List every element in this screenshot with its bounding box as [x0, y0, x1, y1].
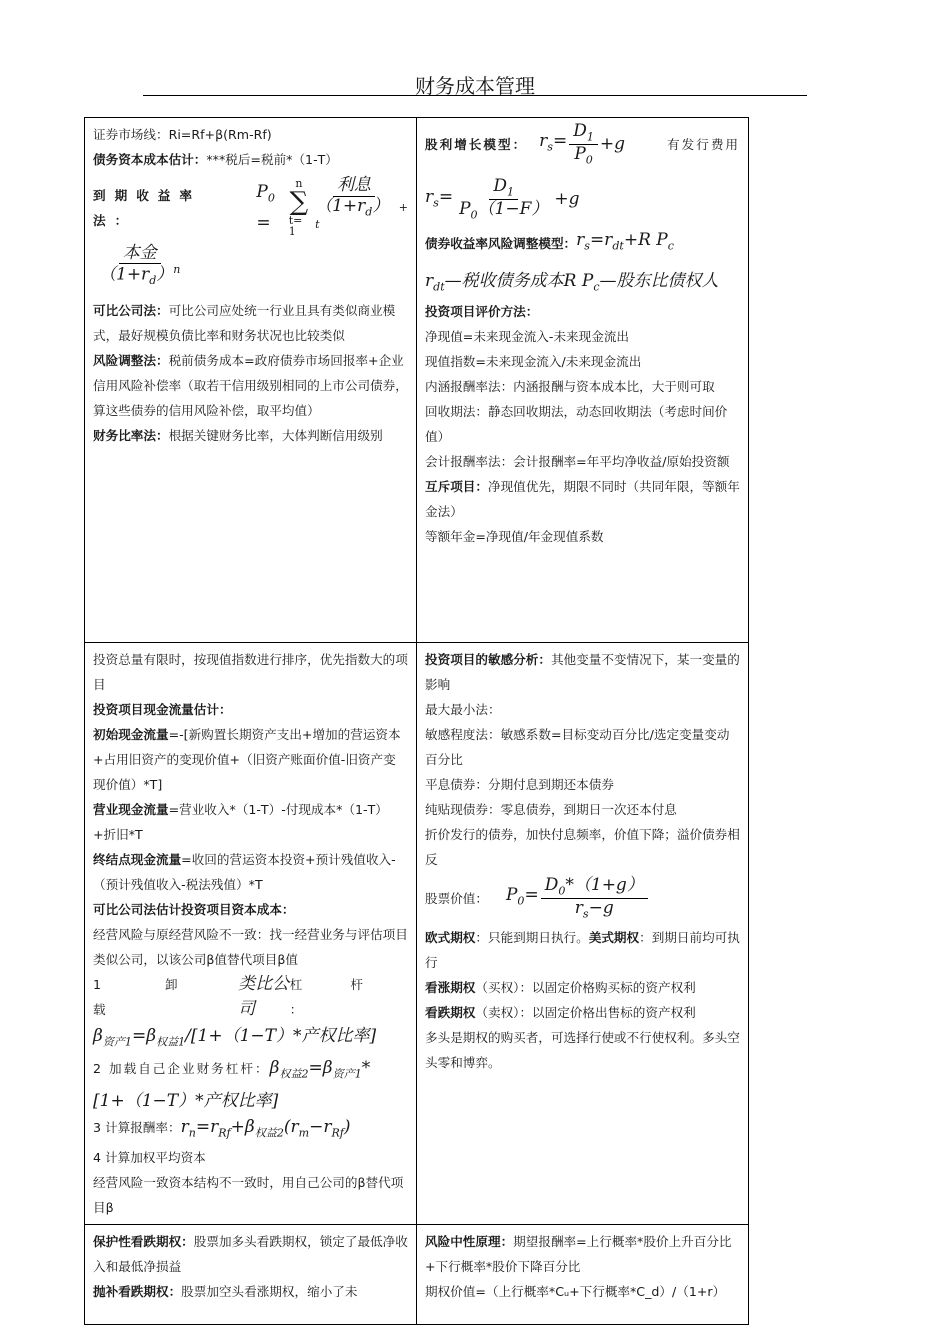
dgm-fee-formula: $r_s=$ $\frac{D_1}{P_0(1-F)}$ +g: [425, 176, 580, 222]
risk-adjust-text: 税前债务成本=政府债券市场回报率+企业信用风险补偿率（取若干信用级别相同的上市公司债券，算这些债券的信用风险补偿，取平均值）: [93, 353, 408, 419]
mutex-label: 互斥项目：: [425, 479, 488, 495]
ytm-formula: 到期收益率法： $P_0=$ n ∑ t=1 $\frac{\text{利息}}{(1+r_d)^t}$ +: [93, 175, 408, 239]
limit-line: 投资总量有限时，按现值指数进行排序，优先指数大的项目: [93, 652, 408, 692]
eu-label: 欧式期权: [425, 930, 476, 946]
unlever-formula: $\beta_{资产1}=\beta_{权益1}/[1+(1-T)*$产权比率]: [93, 1026, 377, 1049]
sens-line: [425, 647, 740, 697]
step1-word: 类比公司: [238, 974, 290, 1019]
step4-line: 4 计算加权平均资本: [93, 1150, 206, 1166]
comp-project-text: 经营风险与原经营风险不一致：找一经营业务与评估项目类似公司，以该公司β值替代项目β值: [93, 927, 408, 967]
comparable-line: [93, 298, 408, 348]
ytm-interest: 利息: [333, 176, 375, 197]
step3-label: 3 计算报酬率：: [93, 1119, 181, 1135]
mutex-text: 净现值优先，期限不同时（共同年限，等额年金法）: [425, 479, 740, 520]
step2-label: 2 加载自己企业财务杠杆：: [93, 1061, 270, 1077]
step1-tail: 杠 杆 ：: [289, 977, 385, 1017]
consistent-risk-line: 经营风险一致资本结构不一致时，用自己公司的β替代项目β: [93, 1175, 404, 1216]
step1-line: [93, 972, 408, 1022]
rdt-text: —税收债务成本: [444, 270, 564, 291]
debt-cost-text: ***税后=税前*（1-T）: [206, 152, 338, 167]
option-value-line: 期权价值=（上行概率*Cᵤ+下行概率*C_d）/（1+r）: [425, 1284, 726, 1300]
annuity-line: 等额年金=净现值/年金现值系数: [425, 529, 604, 545]
eu-am-line: [425, 925, 740, 975]
protective-put-text: 股票加多头看跌期权，锁定了最低净收入和最低净损益: [93, 1234, 408, 1275]
cell-sensitivity-options: [417, 643, 749, 1225]
relever-ratio-word: 产权比率: [203, 1090, 272, 1111]
put-label: 看跌期权: [425, 1005, 476, 1021]
step3-line: 3 计算报酬率：$r_n=r_{Rf}+\beta_{权益2}(r_m-r_{Rf})$: [93, 1116, 351, 1140]
op-cf-line: [93, 797, 408, 847]
arr-line: 会计报酬率法：会计报酬率=年平均净收益/原始投资额: [425, 454, 730, 470]
init-cf-line: [93, 722, 408, 797]
end-cf-line: [93, 847, 408, 897]
covered-call-text: 股票加空头看涨期权，缩小了未: [181, 1284, 358, 1300]
ratio-line: [93, 423, 408, 448]
comparable-text: 可比公司应处统一行业且具有类似商业模式，最好规模负债比率和财务状况也比较类似: [93, 303, 396, 344]
stock-value-label: 股票价值：: [425, 891, 488, 907]
end-cf-text: =收回的营运资本投资+预计残值收入-（预计残值收入-税法残值）*T: [93, 852, 396, 892]
risk-neutral-label: 风险中性原理：: [425, 1234, 514, 1250]
cell-cost-of-debt: [85, 118, 417, 643]
call-text: （买权）：以固定价格购买标的资产权利: [475, 980, 696, 996]
notes-table: [84, 117, 749, 1325]
init-cf-label: 初始现金流量: [93, 727, 169, 742]
call-label: 看涨期权: [425, 980, 476, 996]
rdt-definition: $r_{dt}—$税收债务成本R $P_c—$股东比债权人: [425, 270, 719, 294]
ratio-label: 财务比率法：: [93, 428, 169, 444]
maxmin-line: 最大最小法：: [425, 702, 501, 717]
irr-line: 内涵报酬率法：内涵报酬与资本成本比，大于则可取: [425, 379, 715, 395]
op-cf-text: =营业收入*（1-T）-付现成本*（1-T）+折旧*T: [93, 802, 388, 842]
am-label: 美式期权: [588, 930, 640, 946]
payback-line: 回收期法：静态回收期法，动态回收期法（考虑时间价值）: [425, 404, 728, 445]
sml-line: 证券市场线：Ri=Rf+β(Rm-Rf): [93, 127, 272, 142]
sens-text: 其他变量不变情况下，某一变量的影响: [425, 652, 740, 692]
risk-neutral-text: 期望报酬率=上行概率*股价上升百分比+下行概率*股价下降百分比: [425, 1234, 732, 1275]
ytm-formula-principal: $\frac{\text{本金}}{(1+r_d)^n}$: [99, 242, 181, 288]
dgm-label: 股利增长模型：: [425, 137, 528, 153]
relever-formula: [1+（1−T）*产权比率]: [93, 1090, 279, 1111]
debt-cost-label: 债务资本成本估计：: [93, 152, 207, 167]
degree-line: 敏感程度法：敏感系数=目标变动百分比/选定变量变动百分比: [425, 727, 730, 767]
call-line: [425, 975, 740, 1000]
zero-bond-line: 纯贴现债券：零息债券，到期日一次还本付息: [425, 802, 677, 817]
risk-adjust-line: [93, 348, 408, 423]
protective-put-line: [93, 1229, 408, 1279]
discount-bond-line: 折价发行的债券，加快付息频率，价值下降；溢价债券相反: [425, 827, 740, 867]
covered-call-line: [93, 1279, 408, 1304]
eval-label: 投资项目评价方法：: [425, 304, 539, 320]
put-line: [425, 1000, 740, 1025]
sens-label: 投资项目的敏感分析：: [425, 652, 551, 667]
page-title: 财务成本管理: [415, 74, 535, 98]
cf-label: 投资项目现金流量估计：: [93, 702, 232, 717]
long-short-line: 多头是期权的购买者，可选择行使或不行使权利。多头空头零和博弈。: [425, 1030, 740, 1071]
risk-neutral-line: [425, 1229, 740, 1279]
ratio-text: 根据关键财务比率，大体判断信用级别: [168, 428, 383, 444]
npv-line: 净现值=未来现金流入-未来现金流出: [425, 329, 630, 345]
bond-yield-formula: 债券收益率风险调整模型： $r_s=r_{dt}+R$ $P_c$: [425, 228, 740, 258]
unlever-ratio-word: 产权比率: [301, 1026, 370, 1046]
level-bond-line: 平息债券：分期付息到期还本债券: [425, 777, 614, 792]
end-cf-label: 终结点现金流量: [93, 852, 182, 867]
op-cf-label: 营业现金流量: [93, 802, 169, 817]
eu-text: ：只能到期日执行。: [475, 930, 589, 946]
ytm-label: 到期收益率法：: [93, 187, 201, 228]
risk-adjust-label: 风险调整法：: [93, 353, 169, 369]
rp-text: —股东比债权人: [599, 270, 719, 291]
stock-value-formula: 股票价值： $P_0=$ $\frac{D_0*(1+g)}{r_s-g}$: [425, 876, 740, 921]
mutex-line: [425, 474, 740, 524]
cell-option-strategies: [85, 1225, 417, 1325]
bond-yield-label: 债券收益率风险调整模型：: [425, 236, 577, 252]
cell-equity-and-evaluation: [417, 118, 749, 643]
title-underline: [143, 95, 807, 96]
comp-project-label: 可比公司法估计投资项目资本成本：: [93, 902, 295, 917]
step2-line: 2 加载自己企业财务杠杆：$\beta_{权益2}=\beta_{资产1}*$: [93, 1058, 371, 1081]
debt-cost-line: [93, 147, 408, 172]
pi-line: 现值指数=未来现金流入/未来现金流出: [425, 354, 642, 370]
dgm-formula: 股利增长模型： $r_s=$ $\frac{D_1}{P_0}$ +g 有发行费用: [425, 121, 740, 167]
cell-cash-flow: [85, 643, 417, 1225]
am-text: ：到期日前均可执行: [425, 930, 740, 971]
init-cf-text: =-[新购置长期资产支出+增加的营运资本+占用旧资产的变现价值+（旧资产账面价值-旧资产变现价值）*T]: [93, 727, 401, 792]
protective-put-label: 保护性看跌期权：: [93, 1234, 194, 1250]
dgm-note: 有发行费用: [667, 137, 740, 153]
put-text: （卖权）：以固定价格出售标的资产权利: [475, 1005, 696, 1021]
ytm-principal: 本金: [119, 244, 161, 265]
comparable-label: 可比公司法：: [93, 303, 169, 319]
cell-risk-neutral: [417, 1225, 749, 1325]
step1-label: 1 卸 载: [93, 977, 208, 1017]
covered-call-label: 抛补看跌期权：: [93, 1284, 182, 1300]
